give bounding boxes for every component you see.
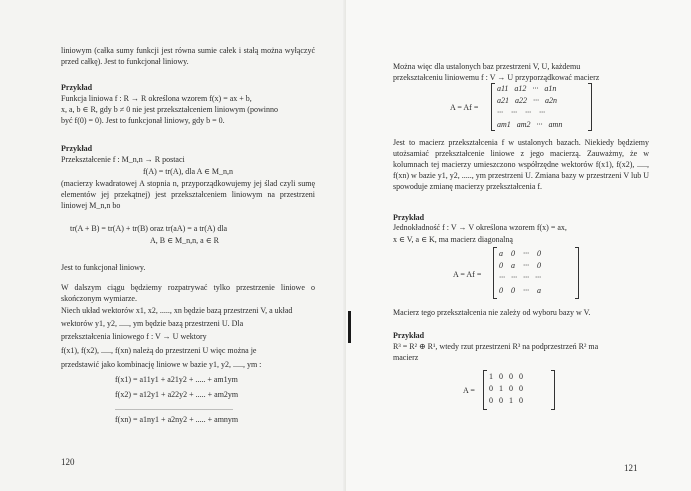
matrix-row: ··· ··· ··· ··· [499,273,541,282]
text-line: macierz [393,353,419,362]
text-line: x, a, b ∈ R, gdy b ≠ 0 nie jest przekształceniem liniowym (powinno [61,105,278,114]
matrix-bracket-left [483,370,487,410]
matrix-diagonal [393,247,653,299]
matrix-label: A = Af = [453,270,482,279]
matrix-row: 0 0 1 0 [489,396,523,405]
text-line: Niech układ wektorów x1, x2, ....., xn będzie bazą przestrzeni V, a układ [61,306,293,315]
matrix-row: ··· ··· ··· ··· [497,108,545,117]
text-line: Jest to funkcjonał liniowy. [61,263,146,272]
text-line: R³ = R² ⊕ R¹, wtedy rzut przestrzeni R³ na podprzestrzeń R² ma [393,342,599,351]
example-title: Przykład [61,83,93,92]
formula: f(A) = tr(A), dla A ∈ M_n,n [143,167,233,176]
text-line: Jednokładność f : V → V określona wzorem f(x) = ax, [393,223,567,232]
text-line: przekształceniu liniowemu f : V → U przyporządkować macierz [393,73,600,82]
matrix-label: A = [463,386,475,395]
page-number: 121 [624,463,638,473]
matrix-bracket-left [491,83,495,131]
text-line: wektorów y1, y2, ....., ym będzie bazą przestrzeni U. Dla [61,319,244,328]
matrix-bracket-right [575,247,579,299]
paragraph: Jest to macierz przekształcenia f w ustalonych bazach. Niekiedy będziemy utożsamiać przekształcenie liniowe z jego macierzą. Zauważmy, że w kolumnach tej macierzy umieszczono współrzędne wektorów f(x1), f(x2), ....., f(xn) w bazie y1, y2, ....., ym przestrzeni U. Zmiana bazy w przestrzeni V lub U spowoduje zmianę macierzy przekształcenia f. [393,138,649,191]
text-line: być f(0) = 0). Jest to funkcjonał liniowy, gdy b = 0. [61,116,225,125]
paragraph: W dalszym ciągu będziemy rozpatrywać tylko przestrzenie liniowe o skończonym wymiarze. [61,283,315,303]
matrix-bracket-left [493,247,497,299]
paragraph-intro: liniowym (całka sumy funkcji jest równa sumie całek i stałą można wyłączyć przed całkę). Jest to funkcjonał liniowy. [61,46,315,66]
text-line: Przekształcenie f : M_n,n → R postaci [61,155,185,164]
matrix-row: a 0 ··· 0 [499,249,541,258]
text-line: przedstawić jako kombinację liniowe w bazie y1, y2, ....., ym : [61,360,262,369]
matrix-row: 1 0 0 0 [489,372,523,381]
matrix-row: 0 a ··· 0 [499,261,541,270]
example-title: Przykład [393,331,425,340]
page-number: 120 [61,457,75,467]
example-title: Przykład [393,213,425,222]
equation-dots: ........................................................... [115,403,233,412]
matrix-af [393,83,653,131]
text-line: Można więc dla ustalonych baz przestrzeni V, U, każdemu [393,62,581,71]
equation: f(x1) = a11y1 + a21y2 + ..... + am1ym [115,375,238,384]
scan-artifact [348,311,351,343]
matrix-row: a11 a12 ··· a1n [497,84,557,93]
matrix-row: am1 am2 ··· amn [497,120,563,129]
matrix-row: 0 1 0 0 [489,384,523,393]
matrix-bracket-right [551,370,555,410]
example-title: Przykład [61,144,93,153]
paragraph: (macierzy kwadratowej A stopnia n, przyporządkowujemy jej ślad czyli sumę elementów jej przekątnej) jest przekształceniem liniowym na przestrzeni liniowej M_n,n bo [61,179,315,210]
text-line: x ∈ V, a ∈ K, ma macierz diagonalną [393,235,513,244]
equation: f(x2) = a12y1 + a22y2 + ..... + am2ym [115,390,239,399]
equation: f(xn) = a1ny1 + a2ny2 + ..... + amnym [115,415,239,424]
text-line: przekształcenia liniowego f : V → U wektory [61,332,207,341]
matrix-row: a21 a22 ··· a2n [497,96,557,105]
right-page [346,0,691,491]
formula: tr(A + B) = tr(A) + tr(B) oraz tr(aA) = a tr(A) dla [70,224,228,233]
text-line: Macierz tego przekształcenia nie zależy od wyboru bazy w V. [393,308,591,317]
text-line: f(x1), f(x2), ....., f(xn) należą do przestrzeni U więc można je [61,346,257,355]
matrix-projection [393,370,653,410]
matrix-row: 0 0 ··· a [499,286,541,295]
matrix-label: A = Af = [450,103,479,112]
matrix-bracket-right [588,83,592,131]
formula: A, B ∈ M_n,n, a ∈ R [150,236,219,245]
text-line: Funkcja liniowa f : R → R określona wzorem f(x) = ax + b, [61,94,252,103]
